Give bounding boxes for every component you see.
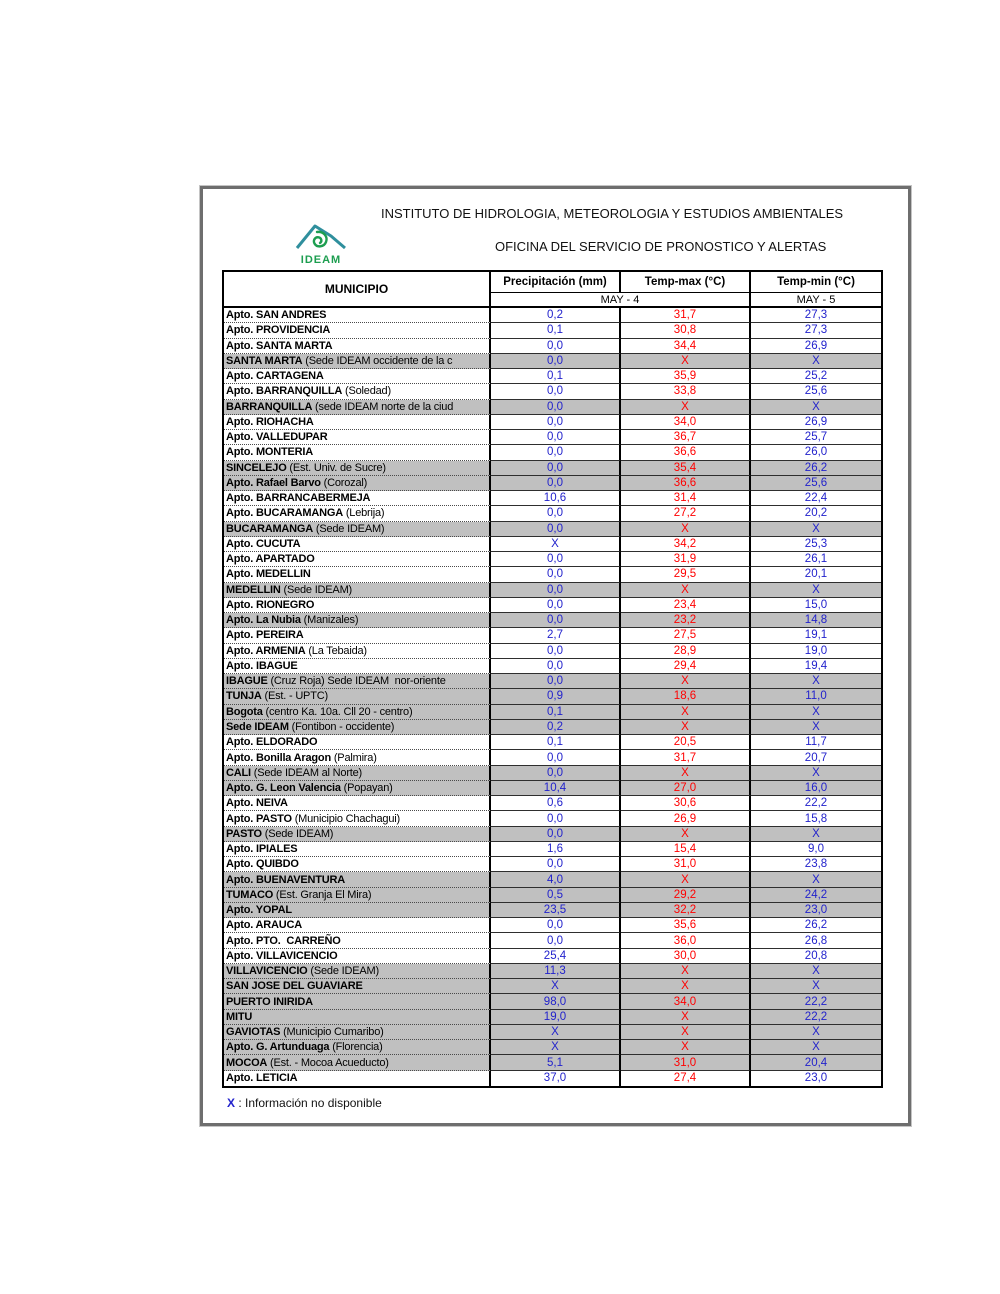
municipio-cell: TUMACO (Est. Granja El Mira) <box>224 888 491 903</box>
tmax-cell: X <box>621 979 751 994</box>
precip-cell: 0,0 <box>491 857 621 872</box>
tmin-cell: 9,0 <box>751 842 881 857</box>
tmax-cell: X <box>621 872 751 887</box>
header-date-may5: MAY - 5 <box>796 293 836 306</box>
tmin-cell: 22,2 <box>751 994 881 1009</box>
municipio-cell: Apto. ARAUCA <box>224 918 491 933</box>
tmin-cell: 26,9 <box>751 415 881 430</box>
municipio-cell: Apto. CARTAGENA <box>224 369 491 384</box>
precip-cell: 0,0 <box>491 674 621 689</box>
tmin-cell: 26,9 <box>751 339 881 354</box>
header-temp-max: Temp-max (°C) <box>621 272 751 293</box>
tmin-cell: 23,0 <box>804 1072 828 1085</box>
precip-cell: 0,0 <box>491 811 621 826</box>
municipio-cell: Apto. PEREIRA <box>224 628 491 643</box>
municipio-cell: Sede IDEAM (Fontibon - occidente) <box>224 720 491 735</box>
precip-cell: 0,0 <box>491 750 621 765</box>
table-body <box>224 308 881 1086</box>
tmax-cell: X <box>621 674 751 689</box>
precip-cell: 11,3 <box>491 964 621 979</box>
precip-cell: 0,1 <box>491 323 621 338</box>
tmin-cell: X <box>751 827 881 842</box>
table-row <box>224 964 881 979</box>
tmax-cell: 36,7 <box>621 430 751 445</box>
precip-cell: 0,0 <box>491 933 621 948</box>
precip-cell: 0,0 <box>491 400 621 415</box>
tmin-cell: X <box>751 674 881 689</box>
tmax-cell: X <box>621 705 751 720</box>
tmin-cell: 25,7 <box>751 430 881 445</box>
table-row <box>224 1040 881 1055</box>
table-row <box>224 735 881 750</box>
precip-cell: 0,0 <box>491 506 621 521</box>
tmax-cell: 26,9 <box>621 811 751 826</box>
precip-cell: 0,2 <box>491 720 621 735</box>
municipio-cell: Apto. NEIVA <box>224 796 491 811</box>
precip-cell: 0,0 <box>491 430 621 445</box>
tmin-cell: X <box>751 522 881 537</box>
tmax-cell: 18,6 <box>621 689 751 704</box>
precip-cell: 0,0 <box>491 918 621 933</box>
municipio-cell: Apto. VILLAVICENCIO <box>224 949 491 964</box>
tmax-cell: 31,0 <box>621 857 751 872</box>
municipio-cell: Apto. RIOHACHA <box>224 415 491 430</box>
ideam-logo-icon <box>294 238 348 255</box>
table-row <box>224 491 881 506</box>
table-row <box>224 384 881 399</box>
municipio-cell: PASTO (Sede IDEAM) <box>224 827 491 842</box>
municipio-cell: Apto. YOPAL <box>224 903 491 918</box>
precip-cell: X <box>491 537 621 552</box>
precip-cell: X <box>491 1025 621 1040</box>
tmax-cell: X <box>621 1025 751 1040</box>
municipio-cell: BARRANQUILLA (sede IDEAM norte de la ciud <box>224 400 491 415</box>
header-temp-min: Temp-min (°C) <box>751 272 881 293</box>
tmin-cell: X <box>751 400 881 415</box>
precip-cell: 0,0 <box>491 827 621 842</box>
municipio-cell: Apto. PASTO (Municipio Chachagui) <box>224 811 491 826</box>
tmin-cell: 27,3 <box>751 323 881 338</box>
tmin-cell: 26,8 <box>751 933 881 948</box>
tmin-cell: 19,4 <box>751 659 881 674</box>
table-row <box>224 659 881 674</box>
table-row <box>224 1055 881 1070</box>
legend-x-label: : Información no disponible <box>238 1096 382 1110</box>
table-row <box>224 750 881 765</box>
tmax-cell: 15,4 <box>621 842 751 857</box>
tmax-cell: X <box>621 1040 751 1055</box>
table-row <box>224 400 881 415</box>
tmax-cell: 29,4 <box>621 659 751 674</box>
precip-cell: 4,0 <box>491 872 621 887</box>
table-row <box>224 1025 881 1040</box>
municipio-cell: Apto. RIONEGRO <box>224 598 491 613</box>
precip-cell: 0,0 <box>491 644 621 659</box>
table-row <box>224 949 881 964</box>
header-precipitacion: Precipitación (mm) <box>491 272 621 293</box>
precip-cell: 0,1 <box>491 705 621 720</box>
tmax-cell: 35,9 <box>621 369 751 384</box>
tmax-cell: 31,0 <box>621 1055 751 1070</box>
tmin-cell: 25,6 <box>751 384 881 399</box>
municipio-cell: MOCOA (Est. - Mocoa Acueducto) <box>224 1055 491 1070</box>
precip-cell: X <box>491 1040 621 1055</box>
precip-cell: 0,2 <box>491 308 621 323</box>
table-row <box>224 674 881 689</box>
tmin-cell: 23,8 <box>751 857 881 872</box>
municipio-cell: Apto. La Nubia (Manizales) <box>224 613 491 628</box>
tmax-cell: 35,4 <box>621 461 751 476</box>
precip-cell: 10,4 <box>491 781 621 796</box>
tmax-cell: 33,8 <box>621 384 751 399</box>
table-row <box>224 796 881 811</box>
municipio-cell: Apto. VALLEDUPAR <box>224 430 491 445</box>
tmin-cell: 15,8 <box>751 811 881 826</box>
municipio-cell: MITU <box>224 1010 491 1025</box>
tmin-cell: X <box>751 354 881 369</box>
tmax-cell: 36,0 <box>621 933 751 948</box>
municipio-cell: BUCARAMANGA (Sede IDEAM) <box>224 522 491 537</box>
table-row <box>224 857 881 872</box>
tmax-cell: 28,9 <box>621 644 751 659</box>
tmax-cell: X <box>621 720 751 735</box>
municipio-cell: Apto. LETICIA <box>224 1071 491 1086</box>
table-row <box>224 842 881 857</box>
municipio-cell: Apto. G. Artunduaga (Florencia) <box>224 1040 491 1055</box>
precip-cell: 23,5 <box>491 903 621 918</box>
tmax-cell: 34,0 <box>621 994 751 1009</box>
table-row <box>224 705 881 720</box>
header-date-may4: MAY - 4 <box>491 293 751 306</box>
municipio-cell: SINCELEJO (Est. Univ. de Sucre) <box>224 461 491 476</box>
municipio-cell: SANTA MARTA (Sede IDEAM occidente de la c <box>224 354 491 369</box>
municipio-cell: Apto. G. Leon Valencia (Popayan) <box>224 781 491 796</box>
report-page <box>200 186 911 1126</box>
municipio-cell: MEDELLIN (Sede IDEAM) <box>224 583 491 598</box>
tmin-cell: 19,0 <box>751 644 881 659</box>
tmin-cell: X <box>751 1025 881 1040</box>
precip-cell: 10,6 <box>491 491 621 506</box>
tmax-cell: X <box>621 827 751 842</box>
ideam-logo-label: IDEAM <box>300 254 342 266</box>
table-row <box>224 339 881 354</box>
tmax-cell: 27,2 <box>621 506 751 521</box>
tmin-cell: X <box>751 583 881 598</box>
table-row <box>224 583 881 598</box>
municipio-cell: Apto. ARMENIA (La Tebaida) <box>224 644 491 659</box>
municipio-cell: CALI (Sede IDEAM al Norte) <box>224 766 491 781</box>
municipio-cell: Apto. Rafael Barvo (Corozal) <box>224 476 491 491</box>
municipio-cell: Apto. BARRANQUILLA (Soledad) <box>224 384 491 399</box>
municipio-cell: IBAGUE (Cruz Roja) Sede IDEAM nor-oriente <box>224 674 491 689</box>
tmin-cell: X <box>751 766 881 781</box>
tmax-cell: 29,5 <box>621 567 751 582</box>
tmax-cell: 31,9 <box>621 552 751 567</box>
tmax-cell: 30,0 <box>621 949 751 964</box>
precip-cell: 0,0 <box>491 567 621 582</box>
tmax-cell: 31,7 <box>621 308 751 323</box>
municipio-cell: Apto. MEDELLIN <box>224 567 491 582</box>
table-row <box>224 308 881 323</box>
municipio-cell: VILLAVICENCIO (Sede IDEAM) <box>224 964 491 979</box>
precip-cell: 0,6 <box>491 796 621 811</box>
tmin-cell: 26,2 <box>751 918 881 933</box>
municipio-cell: Apto. PTO. CARREÑO <box>224 933 491 948</box>
tmin-cell: X <box>751 964 881 979</box>
tmin-cell: 20,8 <box>751 949 881 964</box>
table-row <box>224 598 881 613</box>
table-row <box>224 979 881 994</box>
municipio-cell: TUNJA (Est. - UPTC) <box>224 689 491 704</box>
table-row <box>224 903 881 918</box>
precip-cell: 0,0 <box>491 339 621 354</box>
tmin-cell: 20,4 <box>751 1055 881 1070</box>
table-row <box>224 766 881 781</box>
precip-cell: 0,0 <box>491 552 621 567</box>
tmax-cell: 30,6 <box>621 796 751 811</box>
table-row <box>224 918 881 933</box>
table-row <box>224 628 881 643</box>
municipio-cell: Apto. QUIBDO <box>224 857 491 872</box>
tmin-cell: X <box>751 979 881 994</box>
tmin-cell: X <box>751 1040 881 1055</box>
tmax-cell: 32,2 <box>621 903 751 918</box>
tmin-cell: 11,0 <box>751 689 881 704</box>
table-row <box>224 933 881 948</box>
municipio-cell: Apto. CUCUTA <box>224 537 491 552</box>
tmax-cell: 23,2 <box>621 613 751 628</box>
tmax-cell: X <box>621 583 751 598</box>
precip-cell: 19,0 <box>491 1010 621 1025</box>
weather-table <box>222 270 883 1088</box>
table-row <box>224 644 881 659</box>
municipio-cell: Apto. PROVIDENCIA <box>224 323 491 338</box>
precip-cell: 0,0 <box>491 766 621 781</box>
tmin-cell: 16,0 <box>751 781 881 796</box>
tmax-cell: 31,7 <box>621 750 751 765</box>
tmax-cell: 23,4 <box>621 598 751 613</box>
municipio-cell: SAN JOSE DEL GUAVIARE <box>224 979 491 994</box>
tmin-cell: 11,7 <box>751 735 881 750</box>
tmin-cell: 23,0 <box>751 903 881 918</box>
org-title: INSTITUTO DE HIDROLOGIA, METEOROLOGIA Y ESTUDIOS AMBIENTALES <box>381 206 844 221</box>
tmin-cell: 15,0 <box>751 598 881 613</box>
tmax-cell: 34,2 <box>621 537 751 552</box>
table-row <box>224 811 881 826</box>
precip-cell: 0,1 <box>491 735 621 750</box>
table-row <box>224 476 881 491</box>
tmax-cell: 34,0 <box>621 415 751 430</box>
municipio-cell: Bogota (centro Ka. 10a. Cll 20 - centro) <box>224 705 491 720</box>
precip-cell: 0,1 <box>491 369 621 384</box>
table-row <box>224 445 881 460</box>
precip-cell: 5,1 <box>491 1055 621 1070</box>
tmax-cell: 29,2 <box>621 888 751 903</box>
table-row <box>224 323 881 338</box>
precip-cell: 1,6 <box>491 842 621 857</box>
tmin-cell: 25,2 <box>751 369 881 384</box>
precip-cell: 0,0 <box>491 583 621 598</box>
table-row <box>224 567 881 582</box>
table-row <box>224 1071 881 1086</box>
precip-cell: 0,0 <box>491 659 621 674</box>
tmax-cell: 27,4 <box>621 1071 751 1086</box>
tmax-cell: 30,8 <box>621 323 751 338</box>
precip-cell: 2,7 <box>491 628 621 643</box>
precip-cell: 0,0 <box>491 461 621 476</box>
tmax-cell: X <box>621 354 751 369</box>
precip-cell: 37,0 <box>491 1071 621 1086</box>
table-row <box>224 689 881 704</box>
tmin-cell: 22,2 <box>751 1010 881 1025</box>
tmin-cell: 22,2 <box>751 796 881 811</box>
municipio-cell: Apto. SANTA MARTA <box>224 339 491 354</box>
municipio-cell: Apto. SAN ANDRES <box>224 308 491 323</box>
tmax-cell: 34,4 <box>621 339 751 354</box>
tmax-cell: 20,5 <box>621 735 751 750</box>
precip-cell: 0,0 <box>491 476 621 491</box>
precip-cell: 0,0 <box>491 613 621 628</box>
table-row <box>224 613 881 628</box>
tmin-cell: 22,4 <box>751 491 881 506</box>
table-row <box>224 461 881 476</box>
tmax-cell: X <box>621 1010 751 1025</box>
tmax-cell: X <box>621 400 751 415</box>
municipio-cell: Apto. Bonilla Aragon (Palmira) <box>224 750 491 765</box>
tmax-cell: X <box>621 766 751 781</box>
table-row <box>224 506 881 521</box>
precip-cell: 0,0 <box>491 598 621 613</box>
table-header <box>224 272 881 308</box>
table-row <box>224 430 881 445</box>
org-subtitle: OFICINA DEL SERVICIO DE PRONOSTICO Y ALERTAS <box>495 239 827 254</box>
municipio-cell: Apto. BUCARAMANGA (Lebrija) <box>224 506 491 521</box>
municipio-cell: Apto. BUENAVENTURA <box>224 872 491 887</box>
ideam-logo <box>293 221 349 266</box>
tmin-cell: 20,1 <box>751 567 881 582</box>
table-row <box>224 888 881 903</box>
municipio-cell: PUERTO INIRIDA <box>224 994 491 1009</box>
tmin-cell: 27,3 <box>751 308 881 323</box>
precip-cell: X <box>491 979 621 994</box>
tmin-cell: 25,3 <box>751 537 881 552</box>
tmin-cell: 26,2 <box>751 461 881 476</box>
precip-cell: 25,4 <box>491 949 621 964</box>
tmax-cell: 35,6 <box>621 918 751 933</box>
tmax-cell: 36,6 <box>621 476 751 491</box>
tmin-cell: 25,6 <box>751 476 881 491</box>
table-row <box>224 720 881 735</box>
table-row <box>224 369 881 384</box>
municipio-cell: Apto. ELDORADO <box>224 735 491 750</box>
table-row <box>224 1010 881 1025</box>
tmax-cell: 31,4 <box>621 491 751 506</box>
tmin-cell: 20,7 <box>751 750 881 765</box>
tmin-cell: 26,1 <box>751 552 881 567</box>
precip-cell: 0,0 <box>491 354 621 369</box>
legend-x-symbol: X <box>227 1096 236 1110</box>
municipio-cell: Apto. BARRANCABERMEJA <box>224 491 491 506</box>
tmin-cell: X <box>751 720 881 735</box>
table-row <box>224 781 881 796</box>
municipio-cell: Apto. IBAGUE <box>224 659 491 674</box>
table-row <box>224 827 881 842</box>
municipio-cell: GAVIOTAS (Municipio Cumaribo) <box>224 1025 491 1040</box>
tmin-cell: 24,2 <box>751 888 881 903</box>
table-row <box>224 415 881 430</box>
precip-cell: 98,0 <box>491 994 621 1009</box>
precip-cell: 0,0 <box>491 522 621 537</box>
table-row <box>224 537 881 552</box>
tmin-cell: X <box>751 705 881 720</box>
tmin-cell: 26,0 <box>751 445 881 460</box>
municipio-cell: Apto. IPIALES <box>224 842 491 857</box>
precip-cell: 0,0 <box>491 415 621 430</box>
tmin-cell: 14,8 <box>751 613 881 628</box>
precip-cell: 0,9 <box>491 689 621 704</box>
table-row <box>224 872 881 887</box>
municipio-cell: Apto. APARTADO <box>224 552 491 567</box>
header-municipio: MUNICIPIO <box>224 272 491 306</box>
tmin-cell: X <box>751 872 881 887</box>
tmax-cell: 27,0 <box>621 781 751 796</box>
tmax-cell: X <box>621 522 751 537</box>
tmin-cell: 20,2 <box>751 506 881 521</box>
table-row <box>224 994 881 1009</box>
table-row <box>224 552 881 567</box>
tmin-cell: 19,1 <box>751 628 881 643</box>
municipio-cell: Apto. MONTERIA <box>224 445 491 460</box>
tmax-cell: X <box>621 964 751 979</box>
precip-cell: 0,5 <box>491 888 621 903</box>
legend-no-data <box>227 1096 382 1110</box>
tmax-cell: 36,6 <box>621 445 751 460</box>
table-row <box>224 522 881 537</box>
tmax-cell: 27,5 <box>621 628 751 643</box>
table-row <box>224 354 881 369</box>
precip-cell: 0,0 <box>491 445 621 460</box>
precip-cell: 0,0 <box>491 384 621 399</box>
